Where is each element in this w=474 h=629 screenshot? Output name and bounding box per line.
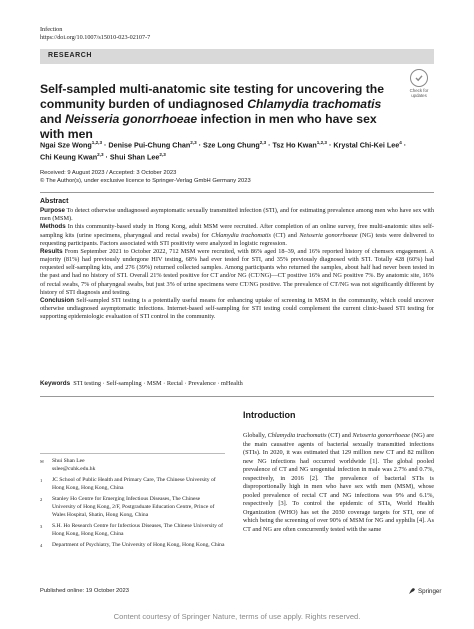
corresponding-email[interactable]: sslee@cuhk.edu.hk <box>52 465 96 472</box>
introduction-text: Globally, Chlamydia trachomatis (CT) and Neisseria gonorrhoeae (NG) are the main causative agents of bacterial sexually transmitted infections (STIs). In 2020, it was estimated that 129 million new CT and 82 million new NG infections had occurred worldwide [1]. The global pooled prevalence of CT and NG urogenital infection in male was 2.7% and 0.7%, respectively, in 2016 [2]. The prevalence of bacterial STIs is disproportionally high in men who have sex with men (MSM), whose pooled prevalence of rectal CT and NG infections was 9% and 6.1%, respectively [3]. To control the epidemic of STIs, World Health Organization (WHO) has set the 2030 coverage targets for STI, one of which being the screening of over 90% of MSM for NG and syphilis [4]. As CT and NG are often concurrently tested with the same <box>243 432 434 533</box>
divider <box>40 192 434 193</box>
abstract-heading: Abstract <box>40 198 69 205</box>
published-date: Published online: 19 October 2023 <box>40 588 129 594</box>
keywords-text: STI testing · Self-sampling · MSM · Rectal · Prevalence · mHealth <box>73 380 243 387</box>
divider <box>40 396 434 397</box>
affiliation-item: 4 Department of Psychiatry, The University of Hong Kong, Hong Kong, China <box>40 542 225 549</box>
journal-name: Infection <box>40 26 63 33</box>
corresponding-author <box>40 458 225 473</box>
abstract-results: Results From September 2021 to October 2022, 712 MSM were recruited, with 86% aged 18–39, and 16% reported history of chemsex engagement. A majority (81%) had previously undergone HIV testing, 68% had ever tested for STI, and 35% previously diagnosed with STI. Totally 428 (60%) had requested self-sampling kits, and 276 (39%) returned collected samples. Among participants who returned the samples, about half had never been tested in the past and had no history of STI. Overall 21% tested positive for CT and/or NG (CT/NG)—CT positive 16% and NG positive 7%. By anatomic site, 16% of rectal swabs, 7% of pharyngeal swabs, but just 3% of urine specimens were CT/NG positive. The prevalence of CT/NG was not significantly different by history of STI diagnosis and testing. <box>40 247 435 296</box>
author-name[interactable]: Chi Keung Kwan <box>40 152 98 162</box>
corresponding-name: Shui Shan Lee <box>52 458 85 464</box>
affiliation-item: 3 S.H. Ho Research Centre for Infectious Diseases, The Chinese University of Hong Kong, Hong Kong, China <box>40 523 223 537</box>
keywords-label: Keywords <box>40 380 71 387</box>
journal-header <box>40 26 150 42</box>
affiliation-item: 2 Stanley Ho Centre for Emerging Infectious Diseases, The Chinese University of Hong Kong, 2/F, Postgraduate Education Centre, Prince of Wales Hospital, Shatin, Hong Kong, China <box>40 496 215 518</box>
received-accepted: Received: 9 August 2023 / Accepted: 3 October 2023 <box>40 170 177 176</box>
article-dates <box>40 169 251 185</box>
author-name[interactable]: Shui Shan Lee <box>109 152 160 162</box>
check-updates-icon <box>410 69 428 87</box>
abstract-methods: Methods In this community-based study in Hong Kong, adult MSM were recruited. After completion of an online survey, free multi-anatomic sites self-sampling kits (urine specimens, pharyngeal and rectal swabs) for Chlamydia trachomatis (CT) and Neisseria gonorrhoeae (NG) tests were delivered to requesting participants. Factors associated with STI positivity were analyzed in logistic regression. <box>40 223 434 247</box>
author-name[interactable]: Krystal Chi-Kei Lee <box>333 140 400 150</box>
affiliations <box>40 453 225 554</box>
mail-icon: ✉ <box>40 459 44 464</box>
check-for-updates-badge[interactable] <box>405 69 433 98</box>
publisher-logo <box>408 587 441 595</box>
copyright: © The Author(s), under exclusive licence to Springer-Verlag GmbH Germany 2023 <box>40 178 251 184</box>
springer-horse-icon <box>408 587 416 595</box>
check-updates-label-1: Check for <box>409 88 429 93</box>
article-title: Self-sampled multi-anatomic site testing for uncovering the community burden of undiagnosed Chlamydia trachomatis and Neisseria gonorrhoeae infection in men who have sex with men <box>40 82 385 141</box>
article-type-label: RESEARCH <box>48 52 93 59</box>
author-list: Ngai Sze Wong$^{1,2,3}$ · Denise Pui-Chung Chan$^{2,3}$ · Sze Long Chung$^{2,3}$ · Tsz Ho Kwan$^{1,2,3}$ · Krystal Chi-Kei Lee$^4$ · Chi Keung Kwan$^{2,3}$ · Shui Shan Lee$^{2,3}$ <box>40 140 407 162</box>
check-updates-label-2: updates <box>411 93 427 98</box>
publisher-name: Springer <box>418 587 442 595</box>
abstract-conclusion: Conclusion Self-sampled STI testing is a potentially useful means for enhancing uptake of screening in MSM in the community, which could uncover otherwise undiagnosed asymptomatic infections. Internet-based self-sampling for STI testing could complement the current clinic-based STI testing for supporting epidemiologic evaluation of STI control in the community. <box>40 296 434 321</box>
abstract <box>40 198 434 321</box>
author-name[interactable]: Denise Pui-Chung Chan <box>108 140 191 150</box>
article-type-ribbon <box>40 49 434 64</box>
affiliation-item: 1 JC School of Public Health and Primary Care, The Chinese University of Hong Kong, Hong Kong, China <box>40 477 216 491</box>
author-name[interactable]: Tsz Ho Kwan <box>272 140 317 150</box>
doi-link[interactable]: https://doi.org/10.1007/s15010-023-02107-7 <box>40 34 151 41</box>
abstract-purpose: Purpose To detect otherwise undiagnosed asymptomatic sexually transmitted infection (STI), and for estimating prevalence among men who have sex with men (MSM). <box>40 207 435 223</box>
author-name[interactable]: Ngai Sze Wong <box>40 140 92 150</box>
keywords <box>40 380 243 387</box>
watermark: Content courtesy of Springer Nature, terms of use apply. Rights reserved. <box>113 612 361 621</box>
author-name[interactable]: Sze Long Chung <box>203 140 260 150</box>
introduction-heading: Introduction <box>243 410 296 420</box>
